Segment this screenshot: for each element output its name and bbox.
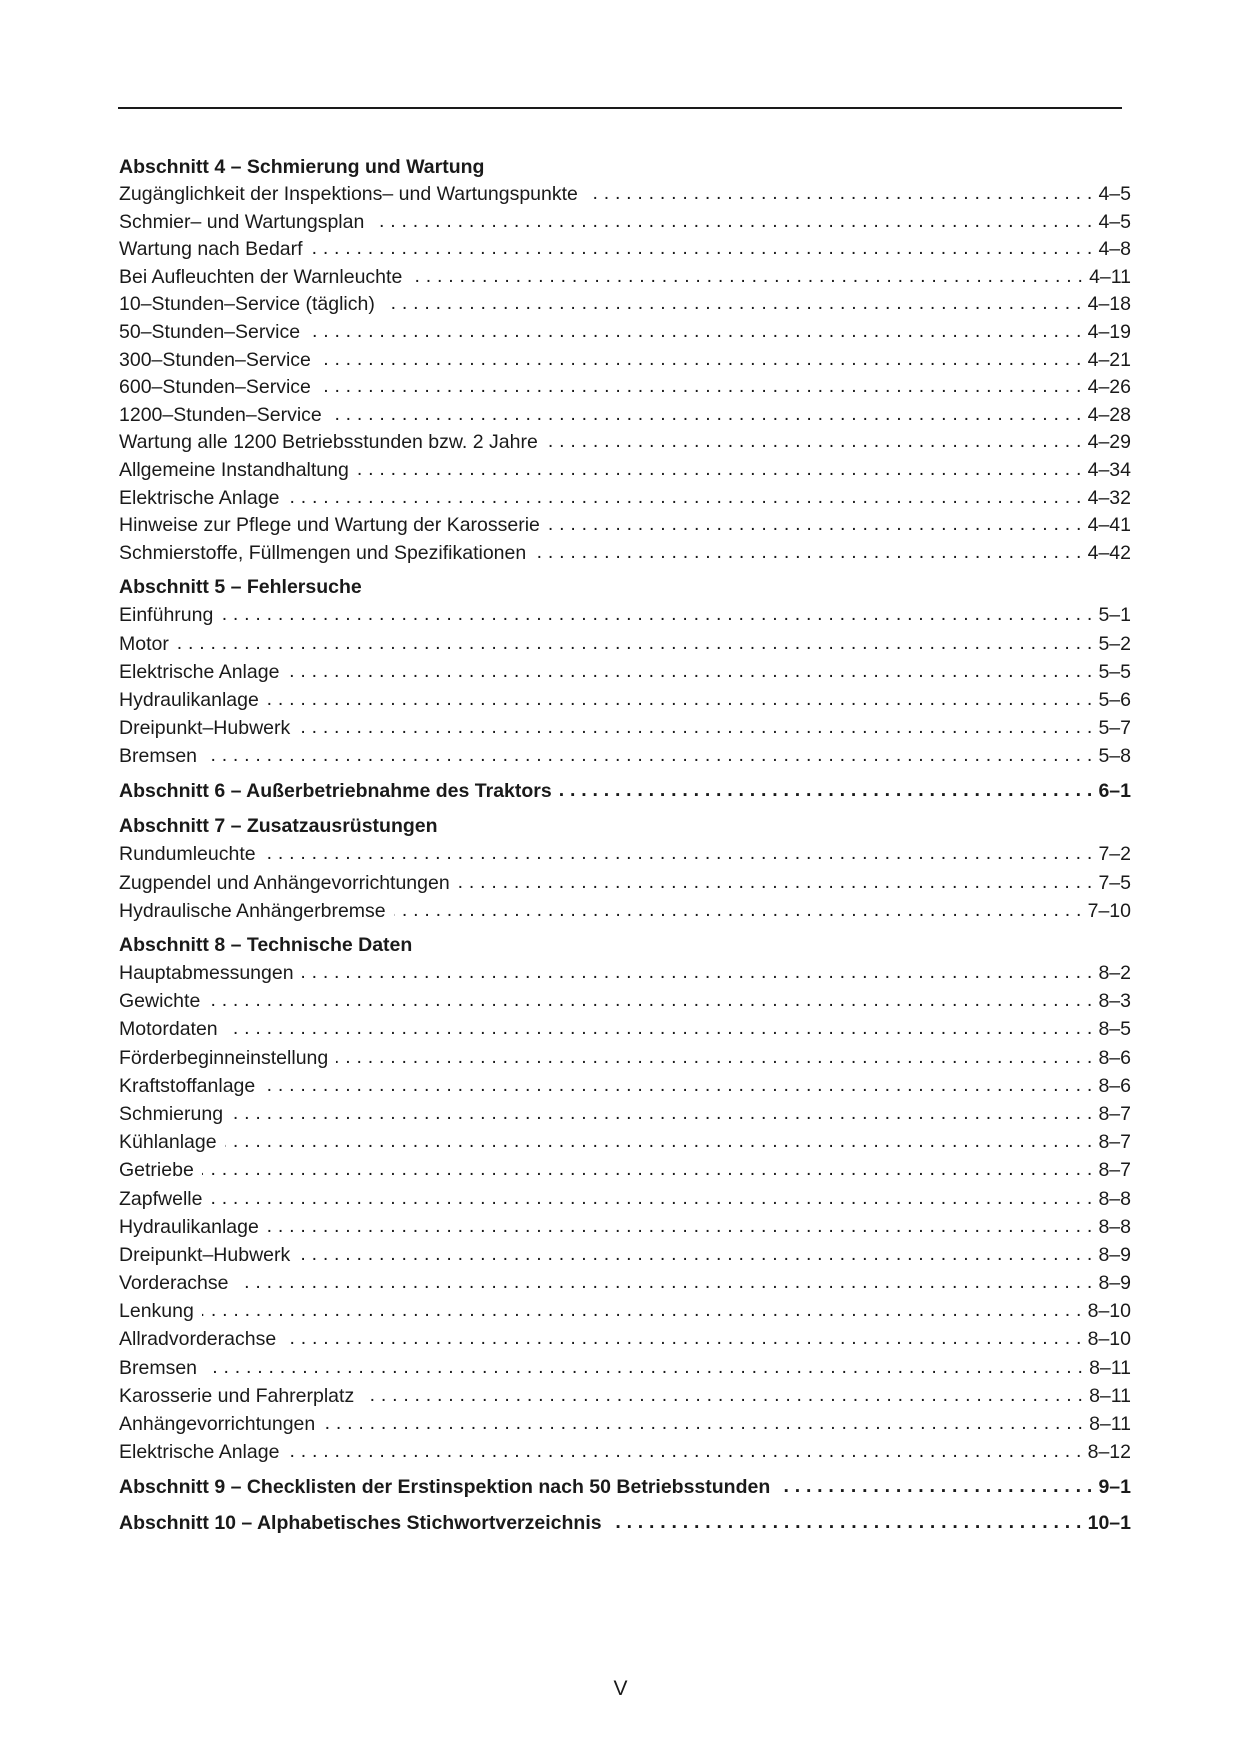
entry-title: Hauptabmessungen [119, 962, 294, 984]
entry-page: 4–41 [1087, 514, 1131, 537]
toc-entry[interactable] [119, 1044, 1131, 1072]
section-6 [119, 776, 1131, 806]
dot-leader [302, 958, 1093, 986]
toc-entry[interactable] [119, 1128, 1131, 1156]
dot-leader [394, 896, 1082, 924]
dot-leader [298, 713, 1092, 741]
entry-title: Anhängevorrichtungen [119, 1413, 316, 1435]
toc-entry[interactable] [119, 1100, 1131, 1128]
dot-leader [237, 1268, 1093, 1296]
entry-page: 8–9 [1098, 1243, 1131, 1266]
dot-leader [225, 1127, 1093, 1155]
entry-page: 5–6 [1098, 688, 1131, 711]
dot-leader [383, 290, 1082, 318]
entry-title: Kraftstoffanlage [119, 1074, 256, 1097]
toc-entry[interactable] [119, 1410, 1131, 1438]
section-8-entries [119, 959, 1131, 1466]
dot-leader [560, 775, 1093, 805]
toc-entry[interactable] [119, 1325, 1131, 1353]
dot-leader [202, 1296, 1082, 1324]
toc-entry[interactable] [119, 714, 1131, 742]
toc-entry[interactable] [119, 374, 1131, 402]
entry-page: 8–8 [1098, 1187, 1131, 1210]
entry-page: 8–10 [1087, 1300, 1131, 1323]
entry-page: 5–5 [1098, 660, 1131, 683]
toc-entry[interactable] [119, 540, 1131, 568]
toc-entry[interactable] [119, 1213, 1131, 1241]
section-heading: Abschnitt 8 – Technische Daten [119, 934, 413, 956]
entry-title: Bei Aufleuchten der Warnleuchte [119, 265, 403, 288]
entry-page: 8–7 [1098, 1159, 1131, 1182]
dot-leader [210, 1184, 1092, 1212]
section-4 [119, 153, 1131, 567]
entry-title: Allradvorderachse [119, 1328, 277, 1351]
dot-leader [202, 1155, 1093, 1183]
entry-page: 4–42 [1087, 541, 1131, 564]
dot-leader [319, 346, 1082, 374]
entry-page: 4–28 [1087, 403, 1131, 426]
entry-page: 4–11 [1089, 265, 1131, 288]
entry-title: Dreipunkt–Hubwerk [119, 1243, 291, 1266]
entry-page: 8–6 [1098, 1074, 1131, 1097]
entry-title: Schmier– und Wartungsplan [119, 210, 365, 233]
entry-page: 8–9 [1098, 1272, 1131, 1295]
entry-title: Hydraulische Anhängerbremse [119, 899, 386, 922]
dot-leader [284, 1324, 1081, 1352]
dot-leader [298, 1240, 1092, 1268]
entry-page: 8–5 [1098, 1018, 1131, 1041]
entry-page: 7–10 [1087, 899, 1131, 922]
entry-page: 8–6 [1098, 1046, 1131, 1069]
entry-page: 4–34 [1087, 458, 1131, 481]
dot-leader [336, 1043, 1092, 1071]
header-rule [118, 107, 1122, 109]
entry-title: Motor [119, 632, 169, 655]
toc-entry[interactable] [119, 1241, 1131, 1269]
entry-title: Hydraulikanlage [119, 688, 259, 711]
entry-page: 8–10 [1087, 1328, 1131, 1351]
toc-entry[interactable] [119, 658, 1131, 686]
table-of-contents [119, 153, 1131, 1538]
entry-page: 4–18 [1087, 293, 1131, 316]
section-7 [119, 812, 1131, 925]
page-number: V [613, 1677, 628, 1700]
entry-title: Zugänglichkeit der Inspektions– und Wartungspunkte [119, 183, 578, 205]
dot-leader [177, 629, 1093, 657]
toc-entry[interactable] [119, 959, 1131, 987]
entry-title: Hydraulikanlage [119, 1215, 259, 1238]
entry-page: 8–7 [1098, 1131, 1131, 1154]
dot-leader [205, 741, 1092, 769]
entry-title: Einführung [119, 604, 214, 627]
dot-leader [458, 868, 1093, 896]
toc-entry[interactable] [119, 987, 1131, 1015]
entry-title: Hinweise zur Pflege und Wartung der Karosserie [119, 514, 540, 537]
entry-title: Bremsen [119, 1356, 198, 1379]
entry-title: Schmierstoffe, Füllmengen und Spezifikationen [119, 541, 527, 564]
toc-entry[interactable] [119, 742, 1131, 770]
entry-title: Abschnitt 10 – Alphabetisches Stichwortverzeichnis [119, 1512, 602, 1535]
dot-leader [263, 1071, 1092, 1099]
toc-entry[interactable] [119, 1269, 1131, 1297]
dot-leader [323, 1409, 1083, 1437]
dot-leader [534, 539, 1081, 567]
entry-page: 8–7 [1098, 1102, 1131, 1125]
section-4-entries [119, 181, 1131, 567]
dot-leader [610, 1507, 1082, 1537]
entry-title: Bremsen [119, 745, 198, 768]
toc-entry[interactable] [119, 1354, 1131, 1382]
entry-page: 7–2 [1098, 843, 1131, 866]
dot-leader [319, 373, 1082, 401]
entry-page: 5–8 [1098, 745, 1131, 768]
dot-leader [546, 428, 1082, 456]
toc-entry[interactable] [119, 1015, 1131, 1043]
entry-title: 600–Stunden–Service [119, 376, 311, 399]
section-heading: Abschnitt 5 – Fehlersuche [119, 576, 362, 599]
entry-title: Zugpendel und Anhängevorrichtungen [119, 871, 450, 894]
entry-title: 1200–Stunden–Service [119, 403, 322, 426]
dot-leader [330, 401, 1082, 429]
entry-page: 5–7 [1098, 717, 1131, 740]
dot-leader [308, 318, 1082, 346]
entry-title: 300–Stunden–Service [119, 348, 311, 371]
entry-title: Schmierung [119, 1102, 224, 1125]
entry-title: Dreipunkt–Hubwerk [119, 717, 291, 740]
entry-title: Getriebe [119, 1159, 194, 1182]
toc-entry[interactable] [119, 1382, 1131, 1410]
toc-entry[interactable] [119, 457, 1131, 485]
entry-title: Motordaten [119, 1018, 218, 1041]
dot-leader [357, 456, 1082, 484]
dot-leader [548, 511, 1082, 539]
entry-title: Lenkung [119, 1300, 194, 1323]
dot-leader [586, 180, 1093, 208]
dot-leader [287, 484, 1081, 512]
toc-entry[interactable] [119, 1072, 1131, 1100]
dot-leader [362, 1381, 1083, 1409]
entry-title: Allgemeine Instandhaltung [119, 458, 349, 481]
entry-page: 5–2 [1098, 632, 1131, 655]
entry-page: 4–5 [1098, 210, 1131, 233]
toc-entry[interactable] [119, 776, 1131, 806]
entry-title: Abschnitt 6 – Außerbetriebnahme des Traktors [119, 780, 552, 803]
section-8 [119, 931, 1131, 1466]
toc-entry[interactable] [119, 402, 1131, 430]
entry-page: 8–11 [1089, 1413, 1131, 1435]
entry-title: Vorderachse [119, 1272, 229, 1295]
dot-leader [372, 208, 1092, 236]
dot-leader [287, 1437, 1081, 1465]
section-7-entries [119, 840, 1131, 925]
section-heading: Abschnitt 7 – Zusatzausrüstungen [119, 815, 438, 838]
dot-leader [264, 839, 1093, 867]
toc-entry[interactable] [119, 429, 1131, 457]
entry-page: 8–3 [1098, 990, 1131, 1013]
entry-page: 8–11 [1089, 1384, 1131, 1407]
toc-entry[interactable] [119, 347, 1131, 375]
toc-entry[interactable] [119, 1185, 1131, 1213]
dot-leader [208, 986, 1092, 1014]
toc-entry[interactable] [119, 209, 1131, 237]
entry-page: 8–12 [1087, 1441, 1131, 1464]
toc-entry[interactable] [119, 319, 1131, 347]
dot-leader [410, 263, 1083, 291]
dot-leader [778, 1471, 1092, 1501]
entry-title: Kühlanlage [119, 1131, 217, 1154]
toc-entry[interactable] [119, 291, 1131, 319]
section-10 [119, 1508, 1131, 1538]
entry-title: Wartung alle 1200 Betriebsstunden bzw. 2 Jahre [119, 431, 538, 454]
toc-entry[interactable] [119, 1438, 1131, 1466]
entry-title: Karosserie und Fahrerplatz [119, 1384, 355, 1407]
entry-page: 4–26 [1087, 376, 1131, 399]
dot-leader [221, 600, 1092, 628]
section-heading: Abschnitt 4 – Schmierung und Wartung [119, 156, 485, 178]
dot-leader [287, 657, 1092, 685]
entry-page: 4–19 [1087, 320, 1131, 343]
entry-page: 8–11 [1089, 1356, 1131, 1379]
entry-title: Elektrische Anlage [119, 660, 280, 683]
section-5 [119, 573, 1131, 770]
entry-page: 8–8 [1098, 1215, 1131, 1238]
entry-page: 4–21 [1087, 348, 1131, 371]
entry-page: 10–1 [1087, 1512, 1131, 1535]
entry-page: 4–32 [1087, 486, 1131, 509]
toc-entry[interactable] [119, 897, 1131, 925]
toc-entry[interactable] [119, 1297, 1131, 1325]
toc-entry[interactable] [119, 601, 1131, 629]
entry-title: Rundumleuchte [119, 843, 256, 866]
entry-page: 4–8 [1098, 238, 1131, 261]
dot-leader [267, 1212, 1093, 1240]
entry-title: Wartung nach Bedarf [119, 238, 303, 261]
toc-entry[interactable] [119, 869, 1131, 897]
toc-entry[interactable] [119, 1472, 1131, 1502]
dot-leader [205, 1353, 1083, 1381]
dot-leader [231, 1099, 1092, 1127]
entry-title: Zapfwelle [119, 1187, 203, 1210]
toc-entry[interactable] [119, 485, 1131, 513]
entry-title: Gewichte [119, 990, 201, 1013]
entry-page: 9–1 [1098, 1476, 1131, 1499]
toc-entry[interactable] [119, 840, 1131, 868]
toc-entry[interactable] [119, 236, 1131, 264]
toc-entry[interactable] [119, 686, 1131, 714]
entry-title: 50–Stunden–Service [119, 320, 301, 343]
entry-page: 7–5 [1098, 871, 1131, 894]
entry-title: 10–Stunden–Service (täglich) [119, 293, 375, 316]
entry-page: 6–1 [1098, 780, 1131, 803]
toc-entry[interactable] [119, 512, 1131, 540]
entry-title: Abschnitt 9 – Checklisten der Erstinspektion nach 50 Betriebsstunden [119, 1476, 771, 1499]
section-9 [119, 1472, 1131, 1502]
dot-leader [267, 685, 1093, 713]
dot-leader [311, 235, 1093, 263]
section-5-entries [119, 601, 1131, 770]
entry-title: Förderbeginneinstellung [119, 1046, 329, 1069]
dot-leader [226, 1014, 1093, 1042]
entry-page: 5–1 [1098, 604, 1131, 627]
entry-title: Elektrische Anlage [119, 1441, 280, 1464]
toc-entry[interactable] [119, 264, 1131, 292]
toc-entry[interactable] [119, 181, 1131, 209]
entry-title: Elektrische Anlage [119, 486, 280, 509]
entry-page: 4–29 [1087, 431, 1131, 454]
entry-page: 4–5 [1098, 183, 1131, 205]
toc-entry[interactable] [119, 1156, 1131, 1184]
toc-entry[interactable] [119, 1508, 1131, 1538]
toc-entry[interactable] [119, 630, 1131, 658]
entry-page: 8–2 [1098, 962, 1131, 984]
